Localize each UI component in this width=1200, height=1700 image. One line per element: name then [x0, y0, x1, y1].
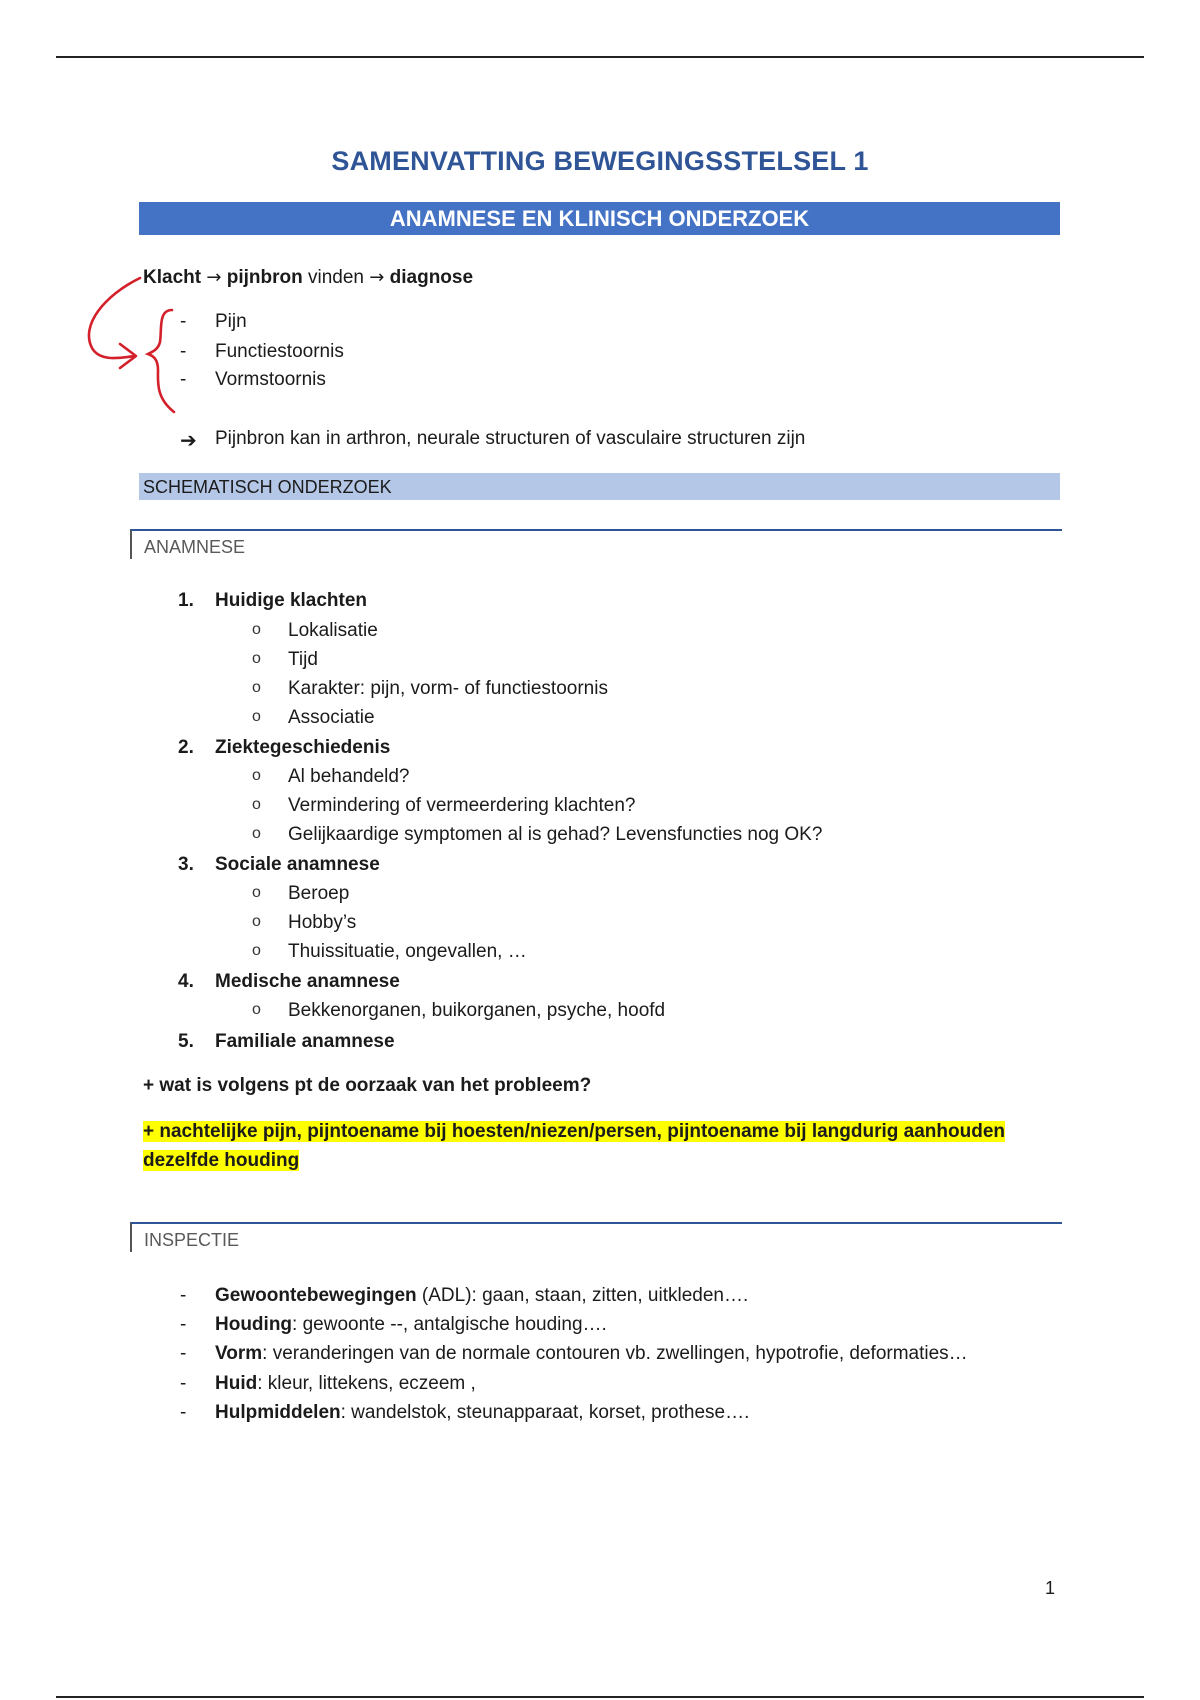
circle-bullet-icon: o	[252, 942, 261, 959]
list-number: 4.	[178, 971, 194, 992]
list-rest: : wandelstok, steunapparaat, korset, prothese….	[340, 1402, 750, 1423]
arrow-right-icon: →	[206, 267, 222, 288]
list-rest: : gewoonte --, antalgische houding….	[292, 1314, 607, 1335]
list-dash: -	[180, 341, 187, 362]
intro-line	[143, 266, 473, 290]
list-title: Familiale anamnese	[215, 1031, 395, 1052]
list-number: 1.	[178, 590, 194, 611]
list-item	[215, 1285, 748, 1307]
subsection-title: SCHEMATISCH ONDERZOEK	[143, 477, 392, 497]
list-rest: : kleur, littekens, eczeem ,	[257, 1373, 476, 1394]
circle-bullet-icon: o	[252, 650, 261, 667]
arrow-right-icon: →	[369, 267, 385, 288]
list-title: Ziektegeschiedenis	[215, 737, 391, 758]
list-rest: (ADL): gaan, staan, zitten, uitkleden….	[416, 1285, 749, 1306]
page-number: 1	[1045, 1578, 1056, 1598]
list-item	[215, 1314, 607, 1336]
circle-bullet-icon: o	[252, 913, 261, 930]
list-term: Gewoontebewegingen	[215, 1285, 417, 1306]
list-item	[215, 1373, 476, 1395]
intro-pijnbron: pijnbron	[226, 267, 303, 288]
list-item: Vormstoornis	[215, 369, 326, 390]
list-dash: -	[180, 1402, 187, 1423]
list-rest: : veranderingen van de normale contouren vb. zwellingen, hypotrofie, deformaties…	[262, 1343, 968, 1364]
list-item: Al behandeld?	[288, 766, 410, 787]
list-dash: -	[180, 1285, 187, 1306]
list-dash: -	[180, 311, 187, 332]
inspectie-heading	[130, 1222, 1062, 1252]
subsection-band	[139, 473, 1060, 500]
list-number: 5.	[178, 1031, 194, 1052]
list-term: Hulpmiddelen	[215, 1402, 341, 1423]
list-item: Thuissituatie, ongevallen, …	[288, 941, 527, 962]
document-title: SAMENVATTING BEWEGINGSSTELSEL 1	[331, 146, 869, 176]
circle-bullet-icon: o	[252, 796, 261, 813]
list-item: Karakter: pijn, vorm- of functiestoornis	[288, 678, 608, 699]
intro-klacht: Klacht	[143, 267, 202, 288]
list-item: Gelijkaardige symptomen al is gehad? Levensfuncties nog OK?	[288, 824, 823, 845]
list-item: Functiestoornis	[215, 341, 344, 362]
anamnese-heading	[130, 529, 1062, 559]
circle-bullet-icon: o	[252, 621, 261, 638]
list-item: Associatie	[288, 707, 375, 728]
highlight-line: + nachtelijke pijn, pijntoename bij hoesten/niezen/persen, pijntoename bij langdurig aanhouden	[143, 1121, 1005, 1142]
list-item: Tijd	[288, 649, 318, 670]
list-item: Beroep	[288, 883, 350, 904]
handwritten-bracket-arrow-icon	[80, 270, 190, 420]
anamnese-heading-label: ANAMNESE	[144, 537, 246, 557]
highlighted-note	[143, 1120, 1005, 1178]
circle-bullet-icon: o	[252, 708, 261, 725]
list-number: 3.	[178, 854, 194, 875]
list-dash: -	[180, 369, 187, 390]
intro-vinden: vinden	[302, 267, 370, 288]
inspectie-heading-label: INSPECTIE	[144, 1230, 240, 1250]
list-title: Huidige klachten	[215, 590, 368, 611]
list-item	[215, 1402, 749, 1424]
list-title: Medische anamnese	[215, 971, 400, 992]
bold-arrow-icon: ➔	[180, 428, 197, 452]
list-item: Pijn	[215, 311, 247, 332]
circle-bullet-icon: o	[252, 767, 261, 784]
circle-bullet-icon: o	[252, 825, 261, 842]
circle-bullet-icon: o	[252, 884, 261, 901]
circle-bullet-icon: o	[252, 679, 261, 696]
list-item: Vermindering of vermeerdering klachten?	[288, 795, 636, 816]
list-item: Hobby’s	[288, 912, 357, 933]
section-banner: ANAMNESE EN KLINISCH ONDERZOEK	[139, 202, 1060, 235]
list-number: 2.	[178, 737, 194, 758]
list-dash: -	[180, 1314, 187, 1335]
list-dash: -	[180, 1373, 187, 1394]
pain-source-note: Pijnbron kan in arthron, neurale structuren of vasculaire structuren zijn	[215, 428, 806, 449]
list-term: Huid	[215, 1373, 258, 1394]
list-item	[215, 1343, 968, 1365]
cause-question: + wat is volgens pt de oorzaak van het probleem?	[143, 1075, 592, 1096]
list-term: Vorm	[215, 1343, 263, 1364]
circle-bullet-icon: o	[252, 1001, 261, 1018]
list-dash: -	[180, 1343, 187, 1364]
list-item: Lokalisatie	[288, 620, 378, 641]
list-term: Houding	[215, 1314, 293, 1335]
top-rule	[56, 56, 1144, 58]
list-title: Sociale anamnese	[215, 854, 380, 875]
bottom-rule	[56, 1696, 1144, 1698]
intro-diagnose: diagnose	[389, 267, 474, 288]
list-item: Bekkenorganen, buikorganen, psyche, hoofd	[288, 1000, 666, 1021]
highlight-line: dezelfde houding	[143, 1150, 300, 1171]
